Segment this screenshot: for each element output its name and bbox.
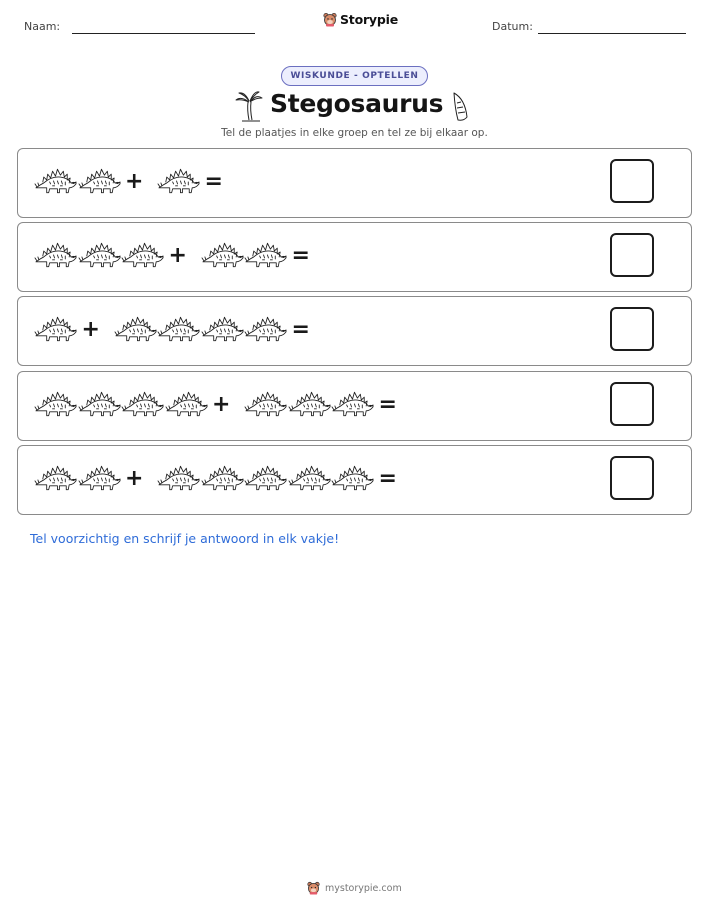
problem-row [17, 148, 692, 218]
stegosaurus-icon [201, 237, 244, 271]
stegosaurus-icon [114, 311, 157, 345]
problem-row [17, 296, 692, 366]
stegosaurus-icon [244, 311, 287, 345]
answer-box[interactable] [610, 456, 654, 500]
brand-logo [323, 12, 398, 27]
storypie-bear-icon [307, 881, 320, 895]
stegosaurus-icon [331, 386, 374, 420]
name-line [72, 33, 255, 34]
stegosaurus-icon [34, 311, 77, 345]
plus-sign: + [125, 466, 144, 491]
stegosaurus-icon [165, 386, 208, 420]
stegosaurus-icon [244, 460, 287, 494]
footer-url: mystorypie.com [325, 882, 402, 894]
plus-sign: + [81, 317, 100, 342]
stegosaurus-icon [157, 163, 200, 197]
worksheet-subtitle: Tel de plaatjes in elke groep en tel ze bij elkaar op. [221, 127, 488, 139]
stegosaurus-icon [244, 386, 287, 420]
palm-tree-icon [234, 90, 264, 122]
answer-box[interactable] [610, 233, 654, 277]
stegosaurus-icon [331, 460, 374, 494]
stegosaurus-icon [78, 163, 121, 197]
problem-row [17, 371, 692, 441]
problem-row [17, 222, 692, 292]
stegosaurus-icon [121, 386, 164, 420]
answer-box[interactable] [610, 307, 654, 351]
date-line [538, 33, 686, 34]
stegosaurus-icon [121, 237, 164, 271]
stegosaurus-icon [157, 311, 200, 345]
stegosaurus-icon [244, 237, 287, 271]
stegosaurus-icon [201, 311, 244, 345]
instruction-text: Tel voorzichtig en schrijf je antwoord in elk vakje! [30, 531, 340, 546]
equals-sign: = [204, 169, 223, 194]
stegosaurus-icon [157, 460, 200, 494]
answer-box[interactable] [610, 382, 654, 426]
stegosaurus-icon [78, 237, 121, 271]
answer-box[interactable] [610, 159, 654, 203]
footer [307, 881, 402, 895]
subject-badge: WISKUNDE - OPTELLEN [281, 66, 428, 86]
stegosaurus-icon [34, 163, 77, 197]
plus-sign: + [125, 169, 144, 194]
stegosaurus-icon [78, 386, 121, 420]
brand-name: Storypie [340, 12, 398, 27]
problem-row [17, 445, 692, 515]
stegosaurus-icon [34, 237, 77, 271]
dinosaur-spike-icon [449, 91, 471, 123]
equals-sign: = [291, 243, 310, 268]
storypie-bear-icon [323, 12, 337, 27]
stegosaurus-icon [201, 460, 244, 494]
equals-sign: = [378, 392, 397, 417]
stegosaurus-icon [34, 386, 77, 420]
stegosaurus-icon [34, 460, 77, 494]
stegosaurus-icon [288, 460, 331, 494]
worksheet-title: Stegosaurus [270, 89, 444, 118]
equals-sign: = [291, 317, 310, 342]
stegosaurus-icon [288, 386, 331, 420]
plus-sign: + [212, 392, 231, 417]
plus-sign: + [168, 243, 187, 268]
equals-sign: = [378, 466, 397, 491]
date-label: Datum: [492, 20, 533, 33]
name-label: Naam: [24, 20, 61, 33]
stegosaurus-icon [78, 460, 121, 494]
